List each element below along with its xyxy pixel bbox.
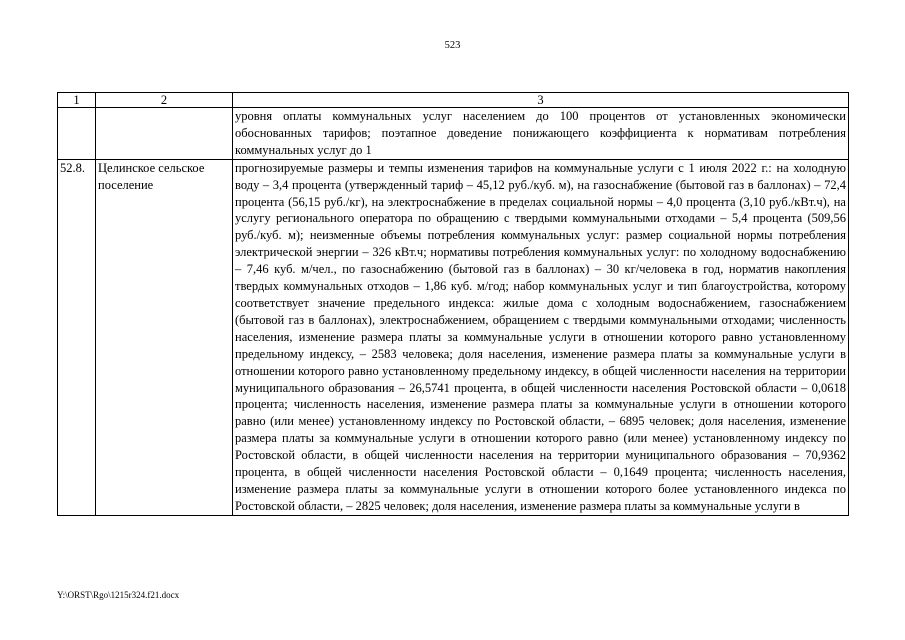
column-header-2: 2	[96, 93, 233, 108]
continuation-number-cell	[58, 108, 96, 160]
row-number-cell: 52.8.	[58, 159, 96, 515]
column-header-3: 3	[233, 93, 849, 108]
page-number: 523	[444, 40, 461, 51]
continuation-text-cell: уровня оплаты коммунальных услуг населением до 100 процентов от установленных экономически обоснованных тарифов; поэтапное доведение понижающего коэффициента к нормативам потребления коммунальных услуг до 1	[233, 108, 849, 160]
table-row	[58, 159, 849, 515]
file-path-footer: Y:\ORST\Rgo\1215r324.f21.docx	[57, 590, 180, 600]
row-name-cell: Целинское сельское поселение	[96, 159, 233, 515]
continuation-name-cell	[96, 108, 233, 160]
row-text-cell: прогнозируемые размеры и темпы изменения тарифов на коммунальные услуги с 1 июля 2022 г.: на холодную воду – 3,4 процента (утвержденный тариф – 45,12 руб./куб. м), на газоснабжение (бытовой газ в баллонах) – 72,4 процента (56,15 руб./кг), на электроснабжение в пределах социальной нормы – 4,0 процента (3,10 руб./кВт.ч), на услугу регионального оператора по обращению с твердыми коммунальными отходами – 5,4 процента (509,56 руб./куб. м); неизменные объемы потребления коммунальных услуг: размер социальной нормы потребления электрической энергии – 326 кВт.ч; нормативы потребления коммунальных услуг: по холодному водоснабжению – 7,46 куб. м/чел., по газоснабжению (бытовой газ в баллонах) – 30 кг/человека в год, норматив накопления твердых коммунальных отходов – 1,86 куб. м/год; набор коммунальных услуг и тип благоустройства, которому соответствует значение предельного индекса: жилые дома с холодным водоснабжением, газоснабжением (бытовой газ в баллонах), электроснабжением, обращением с твердыми коммунальными отходами; численность населения, изменение размера платы за коммунальные услуги в отношении которого равно установленному предельному индексу, – 2583 человека; доля населения, изменение размера платы за коммунальные услуги в отношении которого равно установленному предельному индексу, в общей численности населения на территории муниципального образования – 26,5741 процента, в общей численности населения Ростовской области – 0,0618 процента; численность населения, изменение размера платы за коммунальные услуги в отношении которого равно (или менее) установленному индексу по Ростовской области, – 6895 человек; доля населения, изменение размера платы за коммунальные услуги в отношении которого равно (или менее) установленному индексу по Ростовской области, в общей численности населения на территории муниципального образования – 70,9362 процента, в общей численности населения Ростовской области – 0,1649 процента; численность населения, изменение размера платы за коммунальные услуги в отношении которого более установленного индекса по Ростовской области, – 2825 человек; доля населения, изменение размера платы за коммунальные услуги в	[233, 159, 849, 515]
column-header-1: 1	[58, 93, 96, 108]
table-row-continuation	[58, 108, 849, 160]
table-header-row	[58, 93, 849, 108]
document-table	[57, 92, 849, 516]
